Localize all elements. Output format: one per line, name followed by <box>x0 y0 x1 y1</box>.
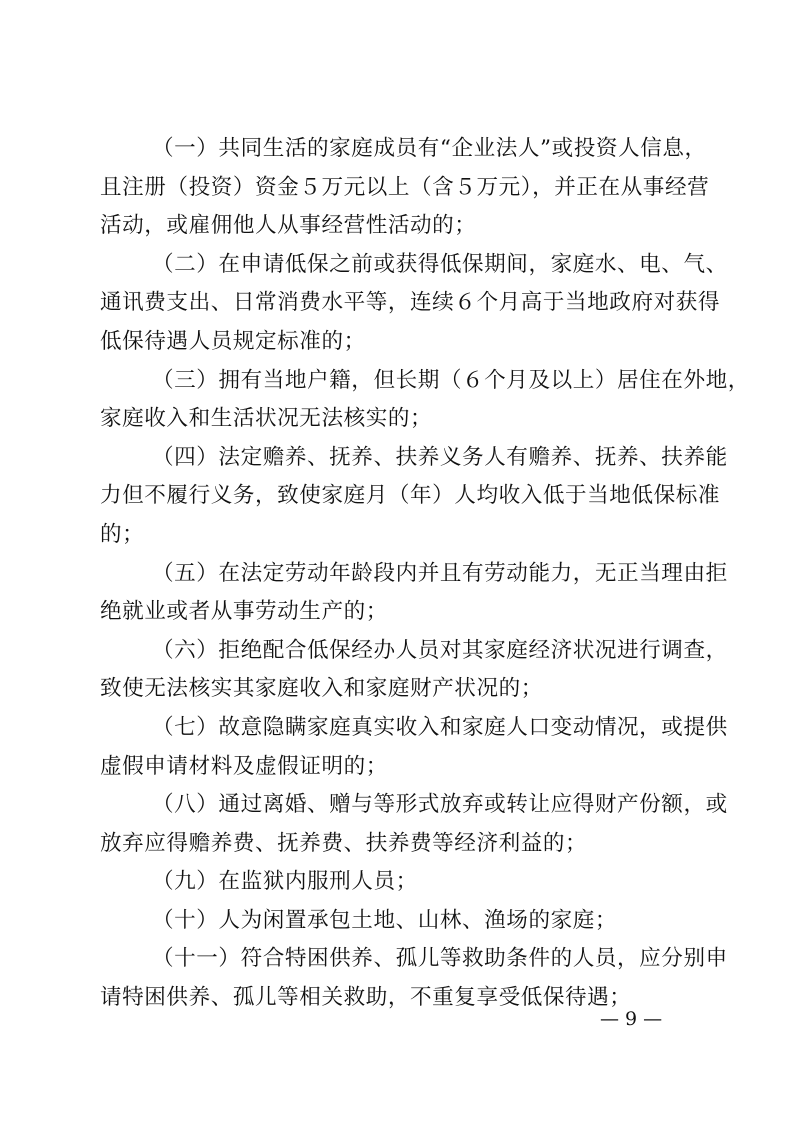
paragraph-1 <box>100 130 710 246</box>
paragraph-2 <box>100 246 728 362</box>
paragraph-9 <box>100 863 694 902</box>
paragraph-line: 绝就业或者从事劳动生产的； <box>100 599 388 625</box>
paragraph-line: 家庭收入和生活状况无法核实的； <box>100 406 433 432</box>
paragraph-line: （七）故意隐瞒家庭真实收入和家庭人口变动情况，或提供 <box>152 714 728 740</box>
paragraph-line: （十一）符合特困供养、孤儿等救助条件的人员，应分别申 <box>152 946 728 972</box>
paragraph-line: （五）在法定劳动年龄段内并且有劳动能力，无正当理由拒 <box>152 560 728 586</box>
paragraph-line: （六）拒绝配合低保经办人员对其家庭经济状况进行调查， <box>152 637 728 663</box>
paragraph-line: （一）共同生活的家庭成员有“企业法人”或投资人信息， <box>152 136 707 161</box>
paragraph-8 <box>100 786 728 863</box>
paragraph-line: 请特困供养、孤儿等相关救助，不重复享受低保待遇； <box>100 985 632 1011</box>
paragraph-10 <box>100 902 694 941</box>
paragraph-line: 通讯费支出、日常消费水平等，连续６个月高于当地政府对获得 <box>100 290 721 316</box>
document-body <box>100 130 750 1018</box>
paragraph-5 <box>100 555 728 632</box>
paragraph-line: 致使无法核实其家庭收入和家庭财产状况的； <box>100 676 543 702</box>
paragraph-line: 且注册（投资）资金５万元以上（含５万元），并正在从事经营 <box>100 174 710 200</box>
paragraph-line: （三）拥有当地户籍，但长期（６个月及以上）居住在外地， <box>152 367 750 393</box>
paragraph-line: 的； <box>100 521 145 547</box>
paragraph-line: 低保待遇人员规定标准的； <box>100 328 366 354</box>
paragraph-line: 活动，或雇佣他人从事经营性活动的； <box>100 213 477 239</box>
paragraph-line: （四）法定赡养、抚养、扶养义务人有赡养、抚养、扶养能 <box>152 444 728 470</box>
paragraph-line: （八）通过离婚、赠与等形式放弃或转让应得财产份额，或 <box>152 792 728 818</box>
paragraph-6 <box>100 632 728 709</box>
paragraph-4 <box>100 439 728 555</box>
page-number: — 9 — <box>600 1008 663 1030</box>
paragraph-line: （九）在监狱内服刑人员； <box>152 869 418 895</box>
paragraph-line: （十）人为闲置承包土地、山林、渔场的家庭； <box>152 907 618 933</box>
paragraph-line: 虚假申请材料及虚假证明的； <box>100 753 388 779</box>
paragraph-3 <box>100 362 750 439</box>
paragraph-line: （二）在申请低保之前或获得低保期间，家庭水、电、气、 <box>152 251 728 277</box>
paragraph-7 <box>100 709 728 786</box>
paragraph-line: 力但不履行义务，致使家庭月（年）人均收入低于当地低保标准 <box>100 483 721 509</box>
paragraph-line: 放弃应得赡养费、抚养费、扶养费等经济利益的； <box>100 830 588 856</box>
